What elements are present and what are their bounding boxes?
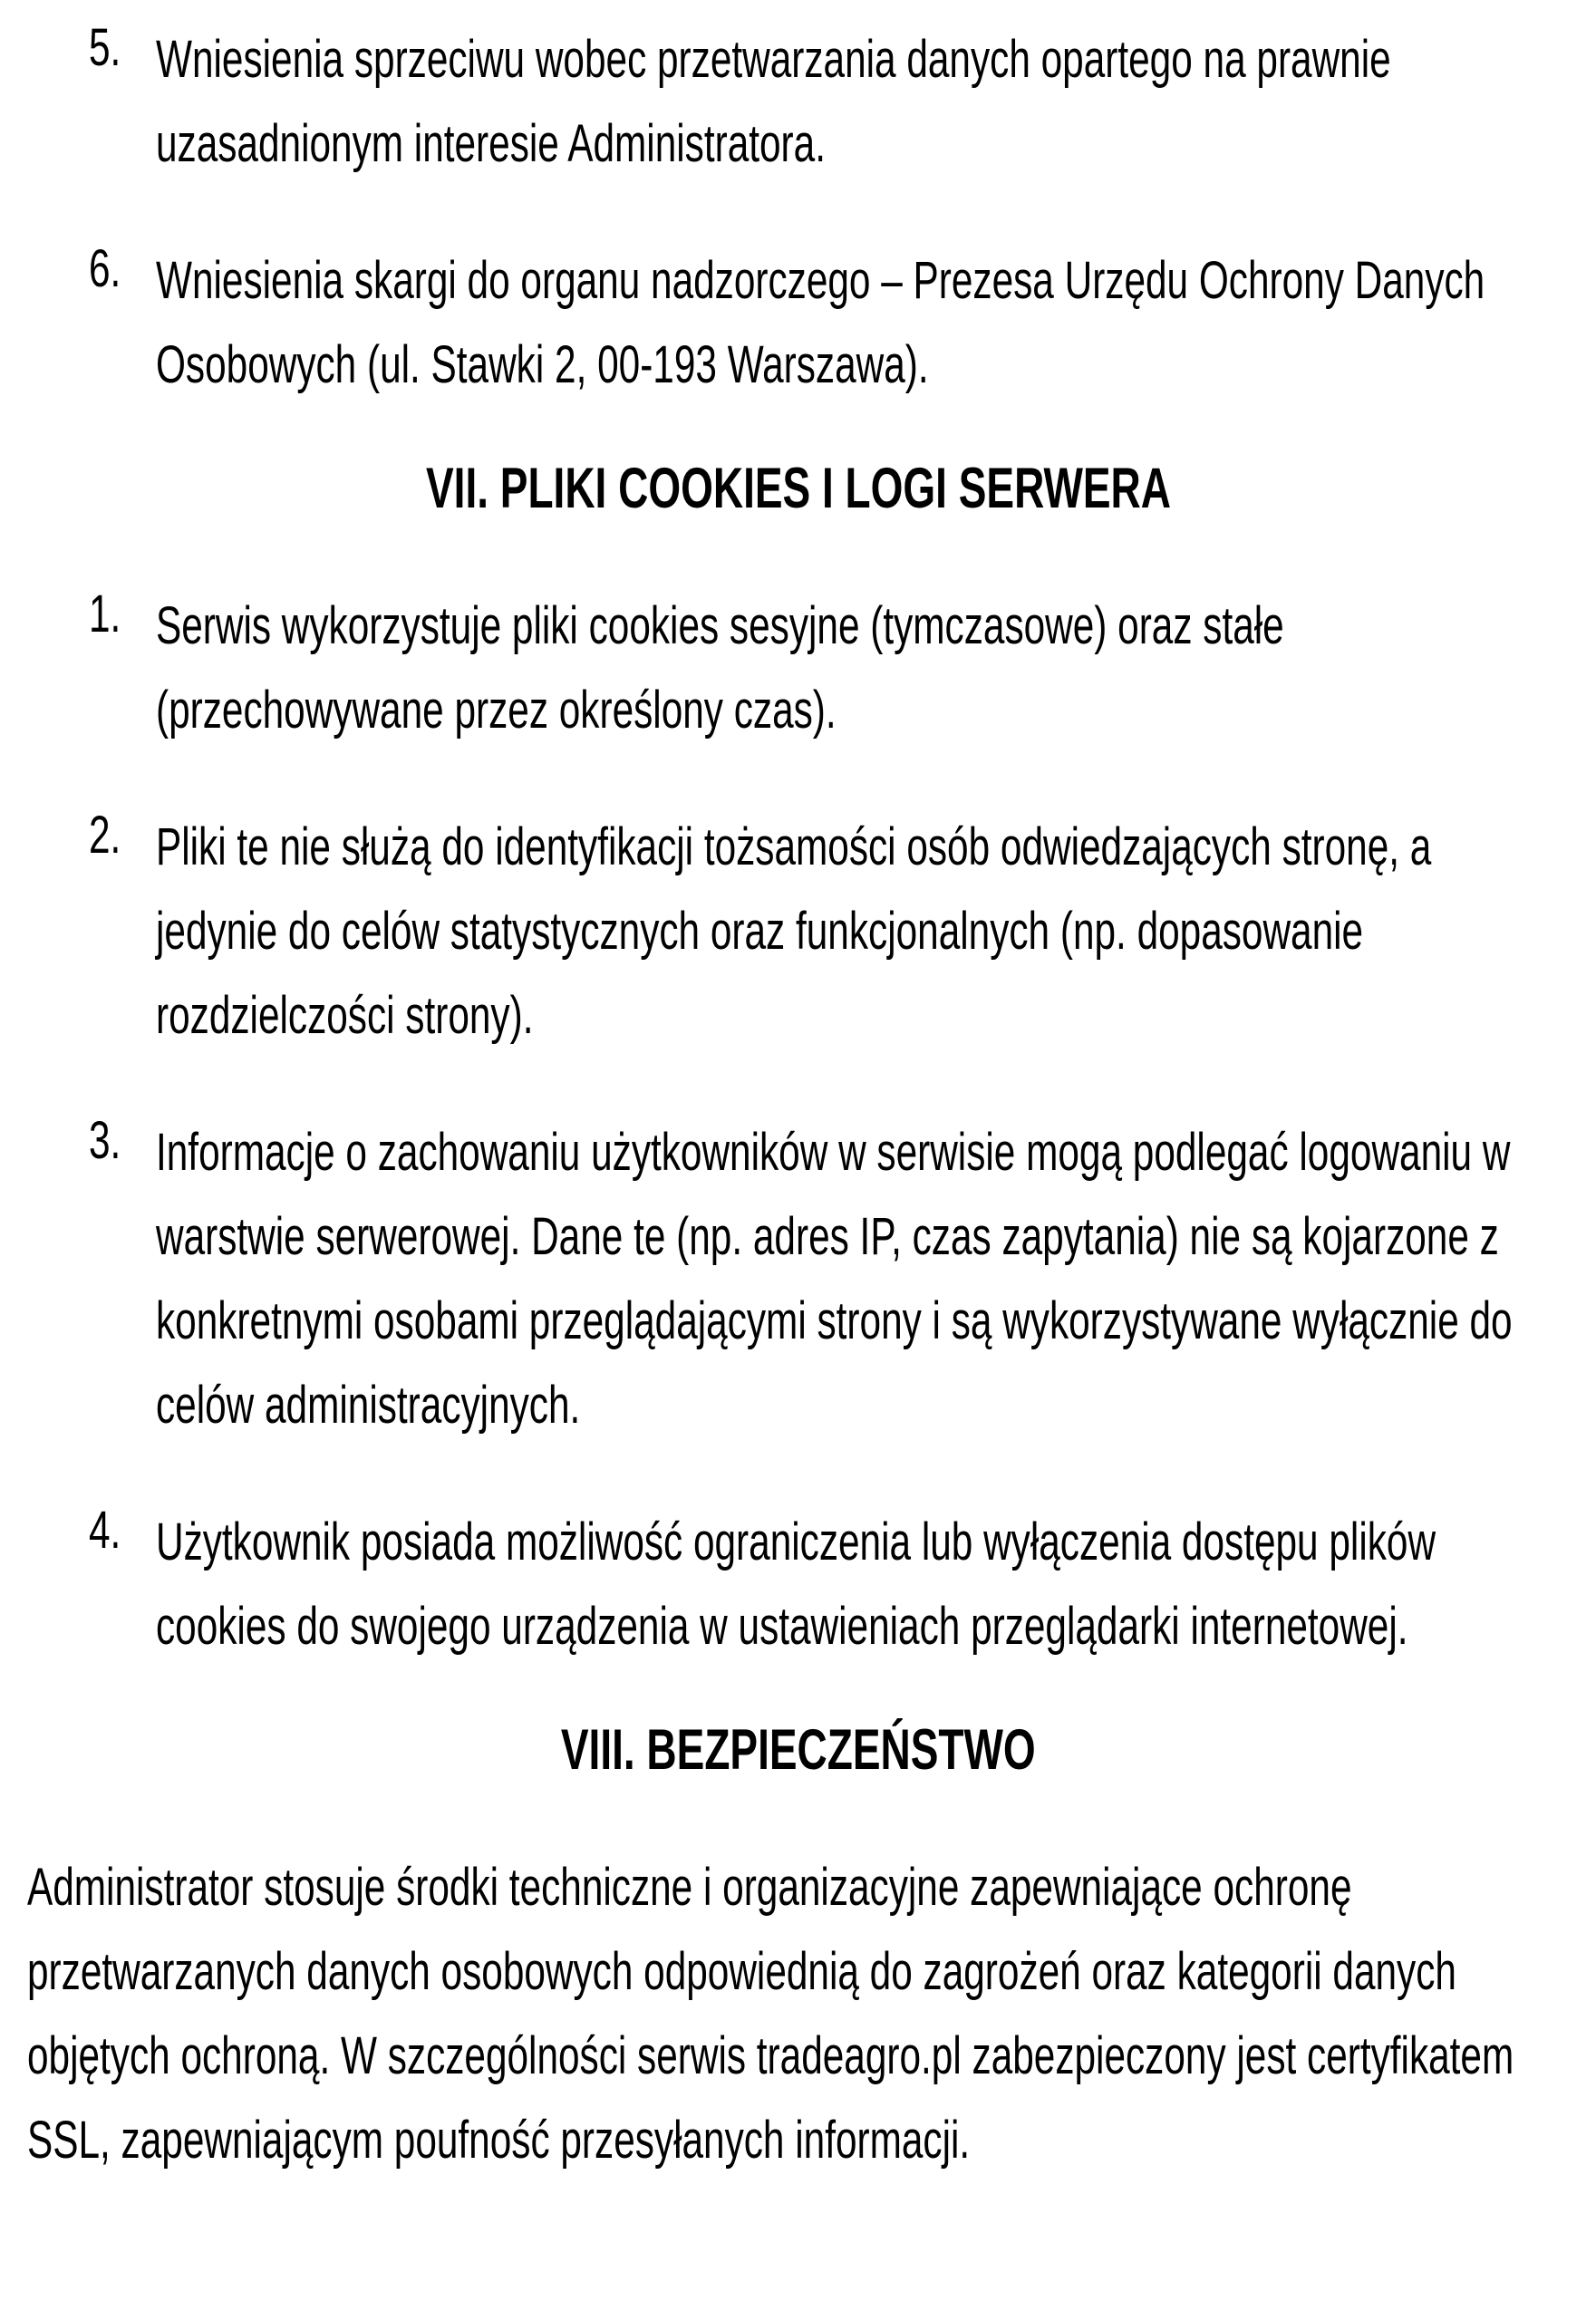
text-line-content: VII. PLIKI COOKIES I LOGI SERWERA xyxy=(425,457,1171,520)
text-line xyxy=(156,889,1596,973)
text-line-content: Użytkownik posiada możliwość ograniczenia lub wyłączenia dostępu plików xyxy=(156,1513,1436,1571)
list-item-number xyxy=(89,584,156,752)
text-line-content: Pliki te nie służą do identyfikacji tożsamości osób odwiedzających stronę, a xyxy=(156,817,1432,876)
list-item-text xyxy=(156,1500,1596,1668)
text-line-content: jedynie do celów statystycznych oraz funkcjonalnych (np. dopasowanie xyxy=(156,902,1364,961)
list-item-number-text: 1. xyxy=(89,585,121,643)
list-item xyxy=(0,1110,1596,1447)
list-item xyxy=(0,17,1596,186)
list-item-number-text: 2. xyxy=(89,806,121,865)
list-item-text xyxy=(156,805,1596,1058)
text-line-content: cookies do swojego urządzenia w ustawieniach przeglądarki internetowej. xyxy=(156,1597,1408,1656)
text-line-content: rozdzielczości strony). xyxy=(156,986,534,1045)
list-item-number xyxy=(89,805,156,1058)
text-line xyxy=(156,323,1596,407)
text-line xyxy=(156,17,1596,102)
text-line-content: przetwarzanych danych osobowych odpowiednią do zagrożeń oraz kategorii danych xyxy=(27,1942,1456,2001)
text-line xyxy=(27,2098,1596,2182)
list-item-number-text: 3. xyxy=(89,1111,121,1170)
list-item-text xyxy=(156,238,1596,407)
paragraph xyxy=(0,1845,1596,2182)
text-line xyxy=(156,102,1596,186)
list-item-number-text: 6. xyxy=(89,239,121,298)
list-item-number xyxy=(89,1110,156,1447)
text-line xyxy=(27,2014,1596,2098)
text-line xyxy=(156,973,1596,1058)
text-line-content: Wniesienia skargi do organu nadzorczego – Prezesa Urzędu Ochrony Danych xyxy=(156,251,1485,310)
text-line-content: warstwie serwerowej. Dane te (np. adres IP, czas zapytania) nie są kojarzone z xyxy=(156,1207,1499,1266)
text-line-content: Serwis wykorzystuje pliki cookies sesyjne (tymczasowe) oraz stałe xyxy=(156,596,1284,655)
list-item-number xyxy=(89,1500,156,1668)
list-item-text xyxy=(156,17,1596,186)
text-line-content: uzasadnionym interesie Administratora. xyxy=(156,114,826,173)
text-line xyxy=(156,1110,1596,1194)
list-item xyxy=(0,805,1596,1058)
text-line xyxy=(156,1279,1596,1363)
text-line xyxy=(27,1929,1596,2014)
text-line-content: VIII. BEZPIECZEŃSTWO xyxy=(560,1718,1036,1782)
list-item-number-text: 5. xyxy=(89,18,121,77)
text-line-content: konkretnymi osobami przeglądającymi strony i są wykorzystywane wyłącznie do xyxy=(156,1291,1513,1350)
text-line xyxy=(0,447,1596,531)
text-line xyxy=(156,1584,1596,1668)
text-line xyxy=(156,1194,1596,1279)
text-line-content: objętych ochroną. W szczególności serwis tradeagro.pl zabezpieczony jest certyfikatem xyxy=(27,2026,1514,2085)
list-item-number-text: 4. xyxy=(89,1501,121,1560)
text-line xyxy=(0,1708,1596,1793)
list-item xyxy=(0,238,1596,407)
list-item xyxy=(0,1500,1596,1668)
list-item-number xyxy=(89,17,156,186)
section-heading xyxy=(0,447,1596,531)
text-line xyxy=(156,1500,1596,1584)
text-line xyxy=(156,584,1596,668)
text-line-content: Osobowych (ul. Stawki 2, 00-193 Warszawa). xyxy=(156,335,929,394)
text-line xyxy=(27,1845,1596,1929)
text-line-content: (przechowywane przez określony czas). xyxy=(156,681,837,740)
text-line xyxy=(156,805,1596,889)
text-line-content: Administrator stosuje środki techniczne i organizacyjne zapewniające ochronę xyxy=(27,1858,1352,1917)
text-line-content: Wniesienia sprzeciwu wobec przetwarzania danych opartego na prawnie xyxy=(156,30,1391,89)
text-line-content: celów administracyjnych. xyxy=(156,1376,581,1435)
list-item xyxy=(0,584,1596,752)
text-line xyxy=(156,1363,1596,1447)
list-item-number xyxy=(89,238,156,407)
text-line-content: Informacje o zachowaniu użytkowników w serwisie mogą podlegać logowaniu w xyxy=(156,1123,1511,1182)
text-line xyxy=(156,238,1596,323)
text-line-content: SSL, zapewniającym poufność przesyłanych informacji. xyxy=(27,2111,971,2170)
text-line xyxy=(156,668,1596,752)
list-item-text xyxy=(156,584,1596,752)
list-item-text xyxy=(156,1110,1596,1447)
section-heading xyxy=(0,1708,1596,1793)
